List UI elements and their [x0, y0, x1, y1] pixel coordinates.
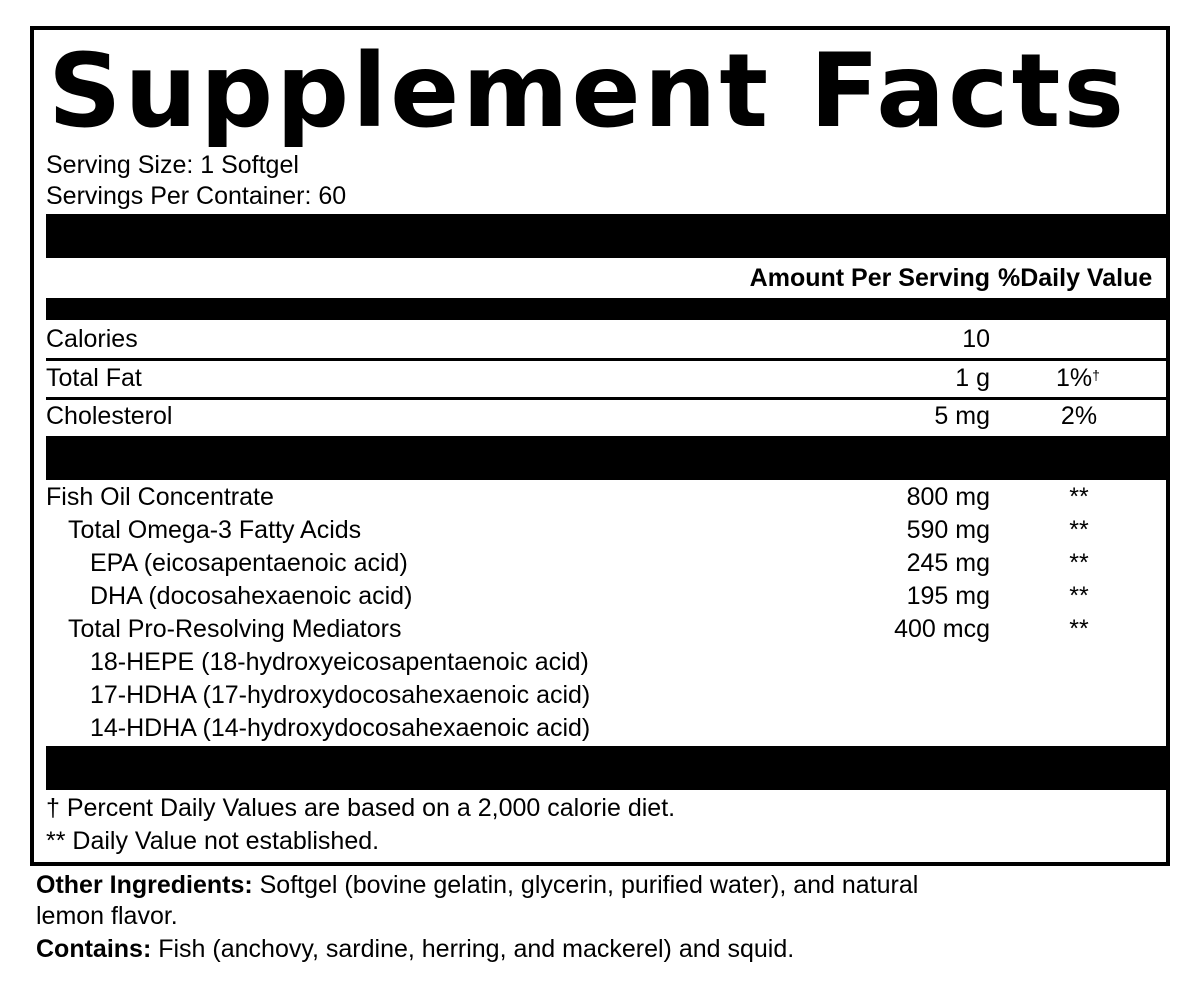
nutrient-name: 17-HDHA (17-hydroxydocosahexaenoic acid) [90, 681, 591, 709]
nutrient-name: EPA (eicosapentaenoic acid) [90, 549, 408, 577]
cholesterol-dv: 2% [1060, 402, 1098, 430]
other-ingredients [36, 870, 918, 901]
other-ingredients-text: Softgel (bovine gelatin, glycerin, purified water), and natural [252, 871, 919, 899]
nutrient-name: Total Omega-3 Fatty Acids [68, 516, 362, 544]
row-divider [46, 358, 1168, 361]
nutrient-name: Total Pro-Resolving Mediators [68, 615, 402, 643]
thick-divider [46, 298, 1168, 320]
nutrient-amount: 800 mg [906, 483, 990, 511]
nutrient-name: Fish Oil Concentrate [46, 483, 274, 511]
nutrient-dv: ** [1069, 483, 1089, 511]
nutrient-amount: 590 mg [906, 516, 990, 544]
daily-value-header: %Daily Value [998, 264, 1153, 292]
footnote-dv-not-established: ** Daily Value not established. [46, 827, 380, 855]
thick-divider [46, 746, 1168, 790]
supplement-facts-panel [30, 26, 1170, 866]
footnote-percent-dv: † Percent Daily Values are based on a 2,000 calorie diet. [46, 794, 676, 822]
cholesterol-amount: 5 mg [934, 402, 990, 430]
serving-size: Serving Size: 1 Softgel [46, 151, 299, 179]
contains-text: Fish (anchovy, sardine, herring, and mackerel) and squid. [151, 935, 795, 963]
other-ingredients-line2: lemon flavor. [36, 902, 178, 930]
contains [36, 934, 794, 965]
calories-amount: 10 [962, 325, 990, 353]
panel-title: Supplement Facts [48, 32, 1128, 151]
calories-label: Calories [46, 325, 138, 353]
contains-label: Contains: [36, 935, 152, 963]
nutrient-dv: ** [1069, 549, 1089, 577]
nutrient-name: 14-HDHA (14-hydroxydocosahexaenoic acid) [90, 714, 591, 742]
nutrient-amount: 245 mg [906, 549, 990, 577]
cholesterol-label: Cholesterol [46, 402, 173, 430]
dagger-mark: † [1092, 367, 1100, 383]
thick-divider [46, 436, 1168, 480]
nutrient-amount: 195 mg [906, 582, 990, 610]
total-fat-label: Total Fat [46, 364, 142, 392]
total-fat-dv: 1%† [1056, 364, 1100, 392]
nutrient-dv: ** [1069, 582, 1089, 610]
nutrient-amount: 400 mcg [894, 615, 990, 643]
nutrient-name: DHA (docosahexaenoic acid) [90, 582, 413, 610]
thick-divider [46, 214, 1168, 258]
amount-per-serving-header: Amount Per Serving [749, 264, 990, 292]
nutrient-name: 18-HEPE (18-hydroxyeicosapentaenoic acid) [90, 648, 589, 676]
total-fat-amount: 1 g [955, 364, 990, 392]
nutrient-dv: ** [1069, 516, 1089, 544]
nutrient-dv: ** [1069, 615, 1089, 643]
servings-per-container: Servings Per Container: 60 [46, 182, 347, 210]
other-ingredients-label: Other Ingredients: [36, 871, 253, 899]
row-divider [46, 397, 1168, 400]
